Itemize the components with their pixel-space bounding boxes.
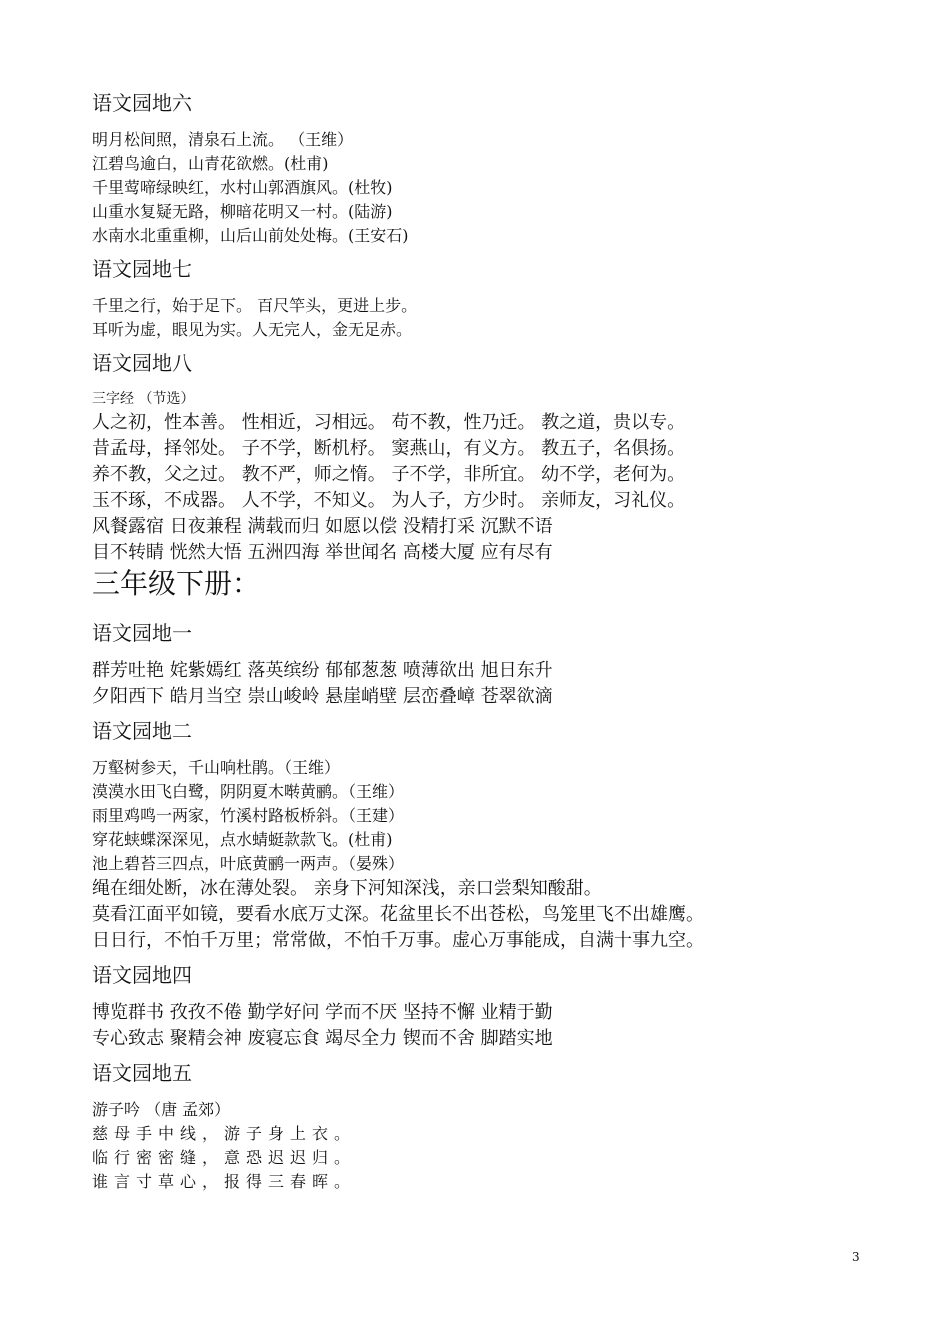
section-title: 语文园地七 (92, 257, 192, 281)
section-title: 语文园地四 (92, 963, 192, 987)
text-line: 博览群书 孜孜不倦 勤学好问 学而不厌 坚持不懈 业精于勤 (92, 1002, 553, 1023)
text-line: 绳在细处断，冰在薄处裂。 亲身下河知深浅，亲口尝梨知酸甜。 (92, 878, 602, 899)
text-line: 山重水复疑无路，柳暗花明又一村。(陆游) (92, 202, 393, 221)
section-title: 语文园地六 (92, 91, 192, 115)
text-line: 目不转睛 恍然大悟 五洲四海 举世闻名 高楼大厦 应有尽有 (92, 542, 553, 563)
text-line: 风餐露宿 日夜兼程 满载而归 如愿以偿 没精打采 沉默不语 (92, 516, 553, 537)
page-content (92, 90, 892, 1194)
text-line: 昔孟母，择邻处。 子不学，断机杼。 窦燕山，有义方。 教五子，名俱扬。 (92, 438, 686, 459)
text-line: 群芳吐艳 姹紫嫣红 落英缤纷 郁郁葱葱 喷薄欲出 旭日东升 (92, 660, 553, 681)
poem-subtitle: 三字经 （节选） (92, 391, 195, 407)
text-line: 专心致志 聚精会神 废寝忘食 竭尽全力 锲而不舍 脚踏实地 (92, 1028, 553, 1049)
text-line: 万壑树参天，千山响杜鹃。（王维） (92, 758, 341, 777)
text-line: 夕阳西下 皓月当空 崇山峻岭 悬崖峭壁 层峦叠嶂 苍翠欲滴 (92, 686, 553, 707)
grade-heading: 三年级下册： (92, 567, 261, 600)
text-line: 池上碧苔三四点，叶底黄鹂一两声。（晏殊） (92, 854, 405, 873)
page-number: 3 (852, 1250, 860, 1264)
poem-line: 谁言寸草心，报得三春晖。 (92, 1172, 357, 1191)
text-line: 明月松间照，清泉石上流。 （王维） (92, 130, 354, 149)
text-line: 人之初，性本善。 性相近，习相远。 苟不教，性乃迁。 教之道，贵以专。 (92, 412, 686, 433)
text-line: 漠漠水田飞白鹭，阴阴夏木啭黄鹂。（王维） (92, 782, 405, 801)
text-line: 穿花蛱蝶深深见，点水蜻蜓款款飞。(杜甫) (92, 830, 393, 849)
poem-line: 慈母手中线，游子身上衣。 (92, 1124, 357, 1143)
section-title: 语文园地二 (92, 719, 192, 743)
text-line: 千里之行，始于足下。 百尺竿头，更进上步。 (92, 296, 418, 315)
text-line: 莫看江面平如镜，要看水底万丈深。花盆里长不出苍松，鸟笼里飞不出雄鹰。 (92, 904, 704, 925)
section-title: 语文园地八 (92, 351, 192, 375)
section-title: 语文园地一 (92, 621, 192, 645)
text-line: 玉不琢，不成器。 人不学，不知义。 为人子，方少时。 亲师友，习礼仪。 (92, 490, 686, 511)
poem-line: 临行密密缝，意恐迟迟归。 (92, 1148, 357, 1167)
text-line: 千里莺啼绿映红，水村山郭酒旗风。(杜牧) (92, 178, 393, 197)
poem-subtitle: 游子吟 （唐 孟郊） (92, 1100, 231, 1119)
text-line: 耳听为虚，眼见为实。人无完人，金无足赤。 (92, 320, 413, 339)
section-title: 语文园地五 (92, 1061, 192, 1085)
text-line: 水南水北重重柳，山后山前处处梅。(王安石) (92, 226, 409, 245)
text-line: 江碧鸟逾白，山青花欲燃。(杜甫) (92, 154, 329, 173)
text-line: 养不教，父之过。 教不严，师之惰。 子不学，非所宜。 幼不学，老何为。 (92, 464, 686, 485)
text-line: 日日行，不怕千万里；常常做，不怕千万事。虚心万事能成，自满十事九空。 (92, 930, 704, 951)
text-line: 雨里鸡鸣一两家，竹溪村路板桥斜。（王建） (92, 806, 405, 825)
